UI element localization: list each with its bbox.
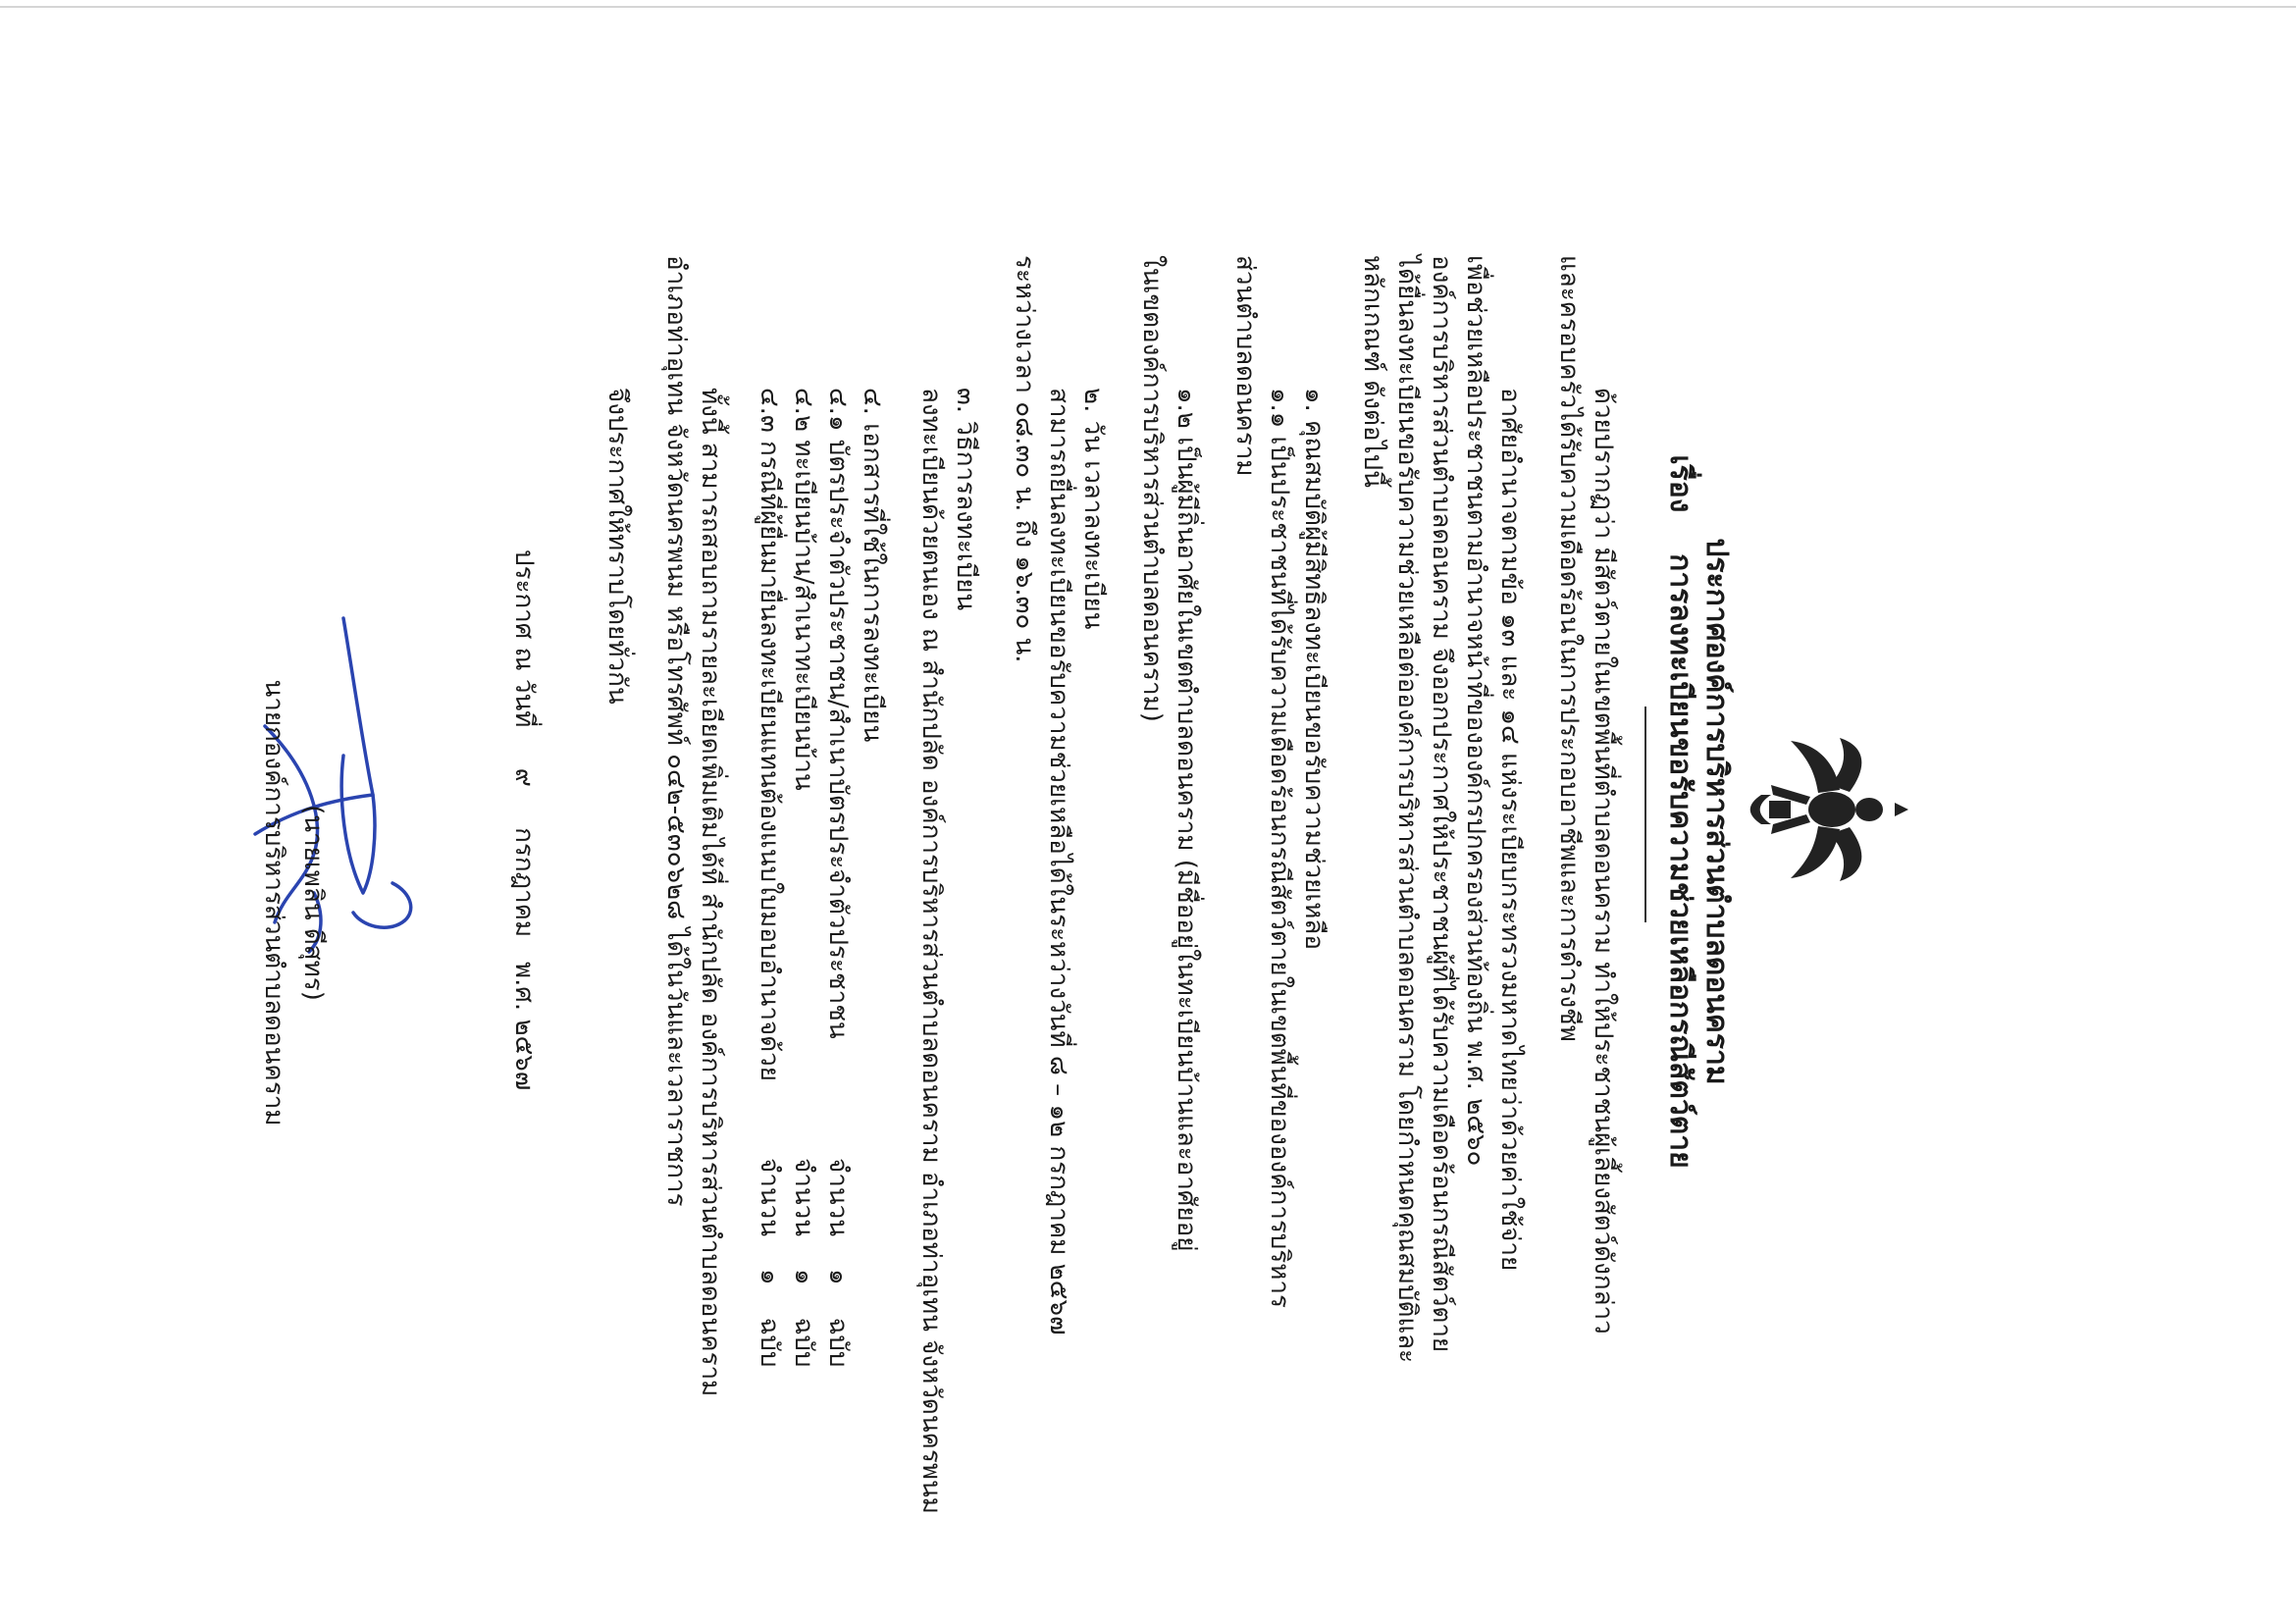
item-line: ลงทะเบียนด้วยตนเอง ณ สำนักปลัด องค์การบริหารส่วนตำบลดอนคราม อำเภอท่าอุเทน จังหวัดนครพนม <box>916 388 946 1514</box>
paragraph-line: ด้วยปรากฏว่า มีสัตว์ตายในเขตพื้นที่ตำบลดอนคราม ทำให้ประชาชนผู้เลี้ยงสัตว์ดังกล่าว <box>1589 388 1618 1335</box>
date-line: ประกาศ ณ วันที่ ๙ กรกฎาคม พ.ศ. ๒๕๖๗ <box>509 550 539 1091</box>
signer-title: นายกองค์การบริหารส่วนตำบลดอนคราม <box>259 679 288 1126</box>
doc-list-row <box>788 388 819 791</box>
paragraph-line: เพื่อช่วยเหลือประชาชนตามอำนาจหน้าที่ขององค์กรปกครองส่วนท้องถิ่น พ.ศ. ๒๕๖๐ <box>1461 255 1490 1167</box>
doc-list-row: ๔.๓ กรณีที่ผู้ยื่นมายื่นลงทะเบียนแทนต้องแนบใบมอบอำนาจด้วย <box>755 388 784 1081</box>
doc-list-row <box>822 388 854 1039</box>
item-line: ระหว่างเวลา ๐๘.๓๐ น. ถึง ๑๖.๓๐ น. <box>1010 255 1039 663</box>
item-line: ส่วนตำบลดอนคราม <box>1230 255 1260 477</box>
garuda-emblem-icon <box>1742 736 1908 883</box>
paragraph-line: และครอบครัวได้รับความเดือดร้อนในการประกอบอาชีพและการดำรงชีพ <box>1554 255 1584 1042</box>
doc-qty: จำนวน ๑ ฉบับ <box>789 1158 818 1368</box>
paragraph-line: อาศัยอำนาจตามข้อ ๑๓ และ ๑๔ แห่งระเบียบกระทรวงมหาดไทยว่าด้วยค่าใช้จ่าย <box>1495 388 1525 1272</box>
item-line: ๑.๑ เป็นประชาชนที่ได้รับความเดือดร้อนกรณีสัตว์ตายในเขตพื้นที่ขององค์การบริหาร <box>1265 388 1294 1308</box>
subject-label: เรื่อง <box>1663 454 1697 513</box>
paragraph-line: ได้ยื่นลงทะเบียนขอรับความช่วยเหลือต่อองค์การบริหารส่วนตำบลดอนคราม โดยกำหนดคุณสมบัติและ <box>1392 255 1422 1364</box>
doc-qty: จำนวน ๑ ฉบับ <box>823 1158 853 1368</box>
item-line: ๔. เอกสารที่ใช้ในการลงทะเบียน <box>858 388 887 743</box>
paragraph-line: หลักเกณฑ์ ดังต่อไปนี้ <box>1358 255 1387 488</box>
title-divider <box>1644 707 1646 922</box>
subject-line <box>1664 0 1696 1623</box>
subject-text: การลงทะเบียนขอรับความช่วยเหลือกรณีสัตว์ตาย <box>1663 553 1697 1169</box>
paragraph-line: องค์การบริหารส่วนตำบลดอนคราม จึงออกประกาศให้ประชาชนผู้ที่ได้รับความเดือดร้อนกรณีสัตว์ตาย <box>1427 255 1456 1353</box>
signer-name: (นายเพลิน ดีสุทร) <box>298 805 328 1001</box>
agency-title: ประกาศองค์การบริหารส่วนตำบลดอนคราม <box>1699 538 1734 1085</box>
contact-line: ทั้งนี้ สามารถสอบถามรายละเอียดเพิ่มเติมได้ที่ สำนักปลัด องค์การบริหารส่วนตำบลดอนคราม <box>696 388 725 1397</box>
contact-line: อำเภอท่าอุเทน จังหวัดนครพนม หรือโทรศัพท์ ๐๔๒-๕๓๐๖๒๘ ได้ในวันและเวลาราชการ <box>661 255 691 1207</box>
doc-qty: จำนวน ๑ ฉบับ <box>755 1158 784 1368</box>
doc-label: ๔.๑ บัตรประจำตัวประชาชน/สำเนาบัตรประจำตัวประชาชน <box>823 388 853 1039</box>
doc-label: ๔.๒ ทะเบียนบ้าน/สำเนาทะเบียนบ้าน <box>789 388 818 791</box>
item-line: ๑.๒ เป็นผู้มีถิ่นอาศัยในเขตตำบลดอนคราม (มีชื่ออยู่ในทะเบียนบ้านและอาศัยอยู่ <box>1172 388 1201 1252</box>
item-line: สามารถยื่นลงทะเบียนขอรับความช่วยเหลือได้ในระหว่างวันที่ ๘ – ๑๒ กรกฎาคม ๒๕๖๗ <box>1044 388 1073 1335</box>
item-line: ๒. วัน เวลาลงทะเบียน <box>1078 388 1108 630</box>
item-line: ในเขตองค์การบริหารส่วนตำบลดอนคราม) <box>1137 255 1167 722</box>
announce-line: จึงประกาศให้ทราบโดยทั่วกัน <box>602 388 632 705</box>
item-line: ๑. คุณสมบัติผู้มีสิทธิลงทะเบียนขอรับความช่วยเหลือ <box>1299 388 1329 950</box>
item-line: ๓. วิธีการลงทะเบียน <box>951 388 980 611</box>
